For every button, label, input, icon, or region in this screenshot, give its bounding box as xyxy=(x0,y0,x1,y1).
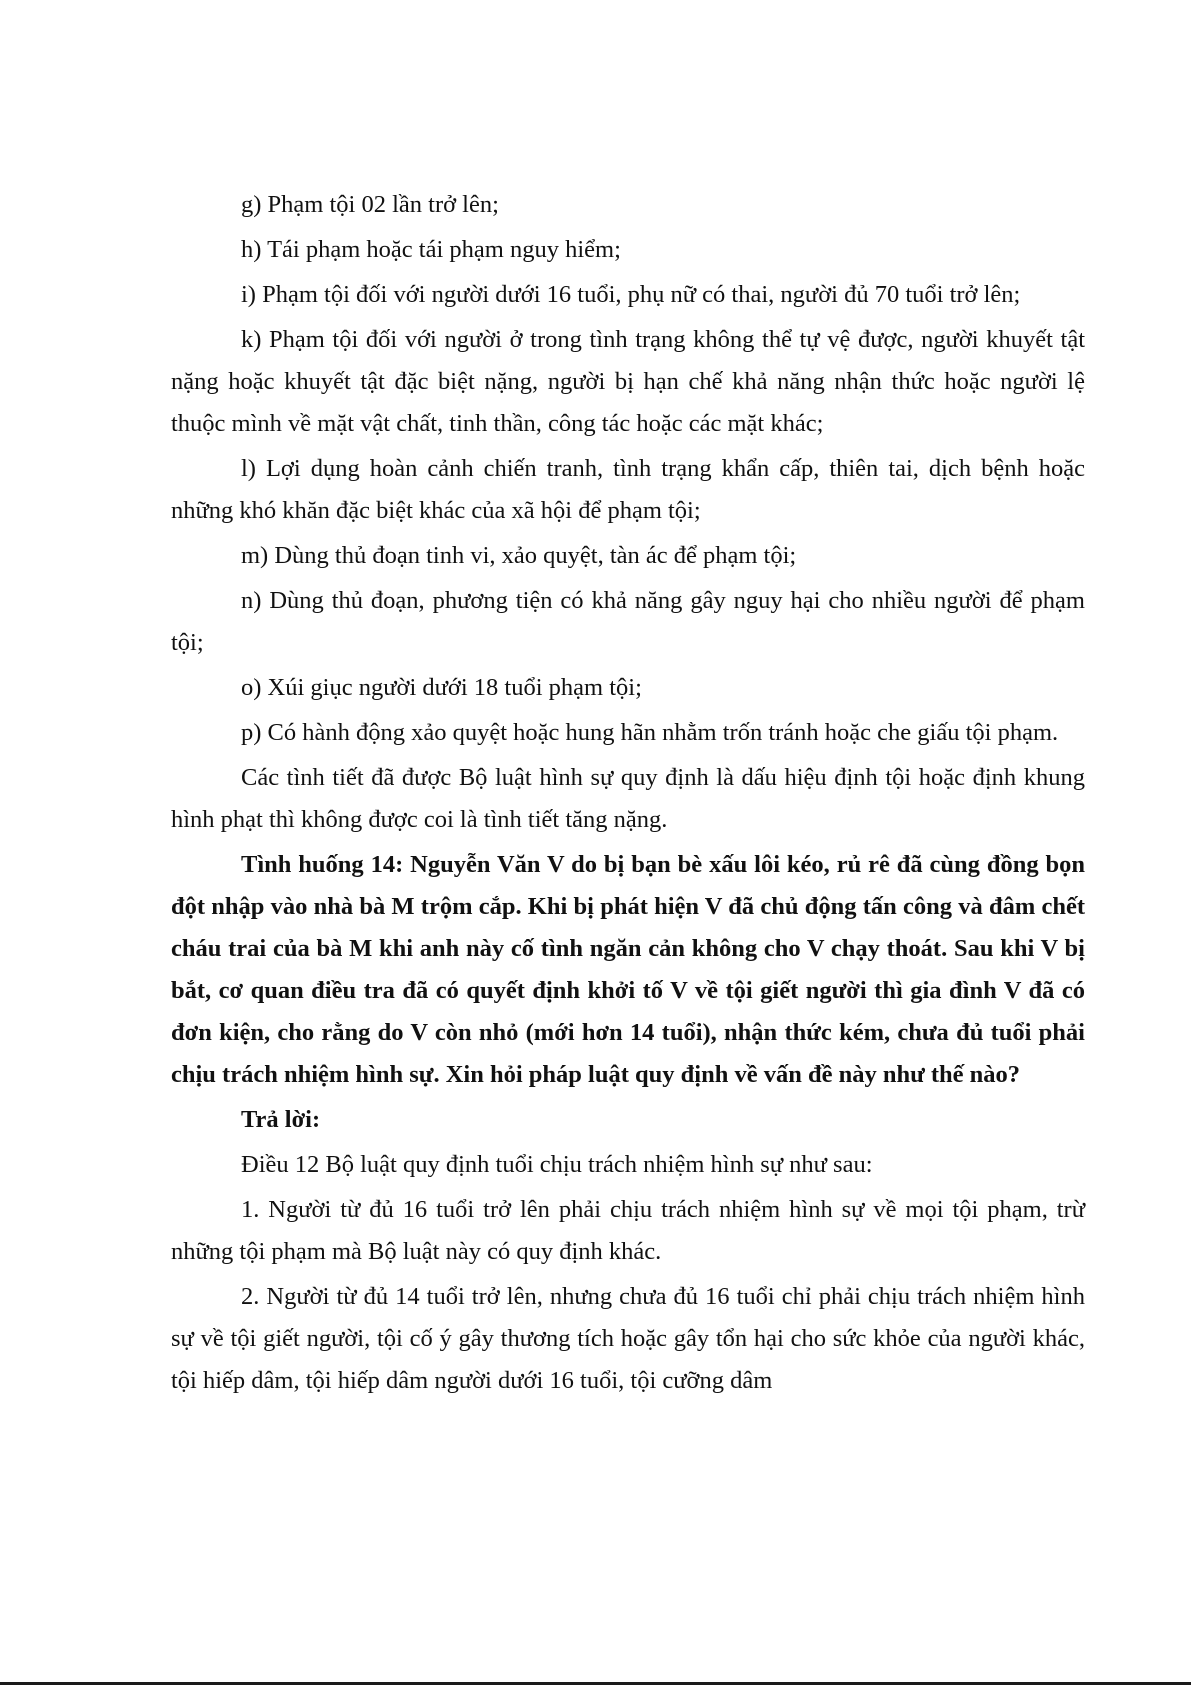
document-page xyxy=(171,184,1085,1402)
answer-intro: Điều 12 Bộ luật quy định tuổi chịu trách nhiệm hình sự như sau: xyxy=(241,1151,873,1178)
paragraph-item-m: m) Dùng thủ đoạn tinh vi, xảo quyệt, tàn ác để phạm tội; xyxy=(241,542,797,569)
paragraph-item-n: n) Dùng thủ đoạn, phương tiện có khả năng gây nguy hại cho nhiều người để phạm tội; xyxy=(171,587,1085,656)
paragraph-note: Các tình tiết đã được Bộ luật hình sự quy định là dấu hiệu định tội hoặc định khung hình phạt thì không được coi là tình tiết tăng nặng. xyxy=(171,764,1085,833)
situation-question: Tình huống 14: Nguyễn Văn V do bị bạn bè xấu lôi kéo, rủ rê đã cùng đồng bọn đột nhập vào nhà bà M trộm cắp. Khi bị phát hiện V đã chủ động tấn công và đâm chết cháu trai của bà M khi anh này cố tình ngăn cản không cho V chạy thoát. Sau khi V bị bắt, cơ quan điều tra đã có quyết định khởi tố V về tội giết người thì gia đình V đã có đơn kiện, cho rằng do V còn nhỏ (mới hơn 14 tuổi), nhận thức kém, chưa đủ tuổi phải chịu trách nhiệm hình sự. Xin hỏi pháp luật quy định về vấn đề này như thế nào? xyxy=(171,851,1085,1088)
answer-heading: Trả lời: xyxy=(241,1106,321,1133)
paragraph-item-o: o) Xúi giục người dưới 18 tuổi phạm tội; xyxy=(241,674,642,701)
answer-clause-2: 2. Người từ đủ 14 tuổi trở lên, nhưng chưa đủ 16 tuổi chỉ phải chịu trách nhiệm hình sự về tội giết người, tội cố ý gây thương tích hoặc gây tổn hại cho sức khỏe của người khác, tội hiếp dâm, tội hiếp dâm người dưới 16 tuổi, tội cưỡng dâm xyxy=(171,1283,1085,1394)
paragraph-item-g: g) Phạm tội 02 lần trở lên; xyxy=(241,191,499,218)
answer-clause-1: 1. Người từ đủ 16 tuổi trở lên phải chịu trách nhiệm hình sự về mọi tội phạm, trừ những tội phạm mà Bộ luật này có quy định khác. xyxy=(171,1196,1085,1265)
paragraph-item-h: h) Tái phạm hoặc tái phạm nguy hiểm; xyxy=(241,236,621,263)
paragraph-item-i: i) Phạm tội đối với người dưới 16 tuổi, phụ nữ có thai, người đủ 70 tuổi trở lên; xyxy=(241,281,1021,308)
paragraph-item-l: l) Lợi dụng hoàn cảnh chiến tranh, tình trạng khẩn cấp, thiên tai, dịch bệnh hoặc những khó khăn đặc biệt khác của xã hội để phạm tội; xyxy=(171,455,1085,524)
paragraph-item-p: p) Có hành động xảo quyệt hoặc hung hãn nhằm trốn tránh hoặc che giấu tội phạm. xyxy=(241,719,1059,746)
paragraph-item-k: k) Phạm tội đối với người ở trong tình trạng không thể tự vệ được, người khuyết tật nặng hoặc khuyết tật đặc biệt nặng, người bị hạn chế khả năng nhận thức hoặc người lệ thuộc mình về mặt vật chất, tinh thần, công tác hoặc các mặt khác; xyxy=(171,326,1085,437)
